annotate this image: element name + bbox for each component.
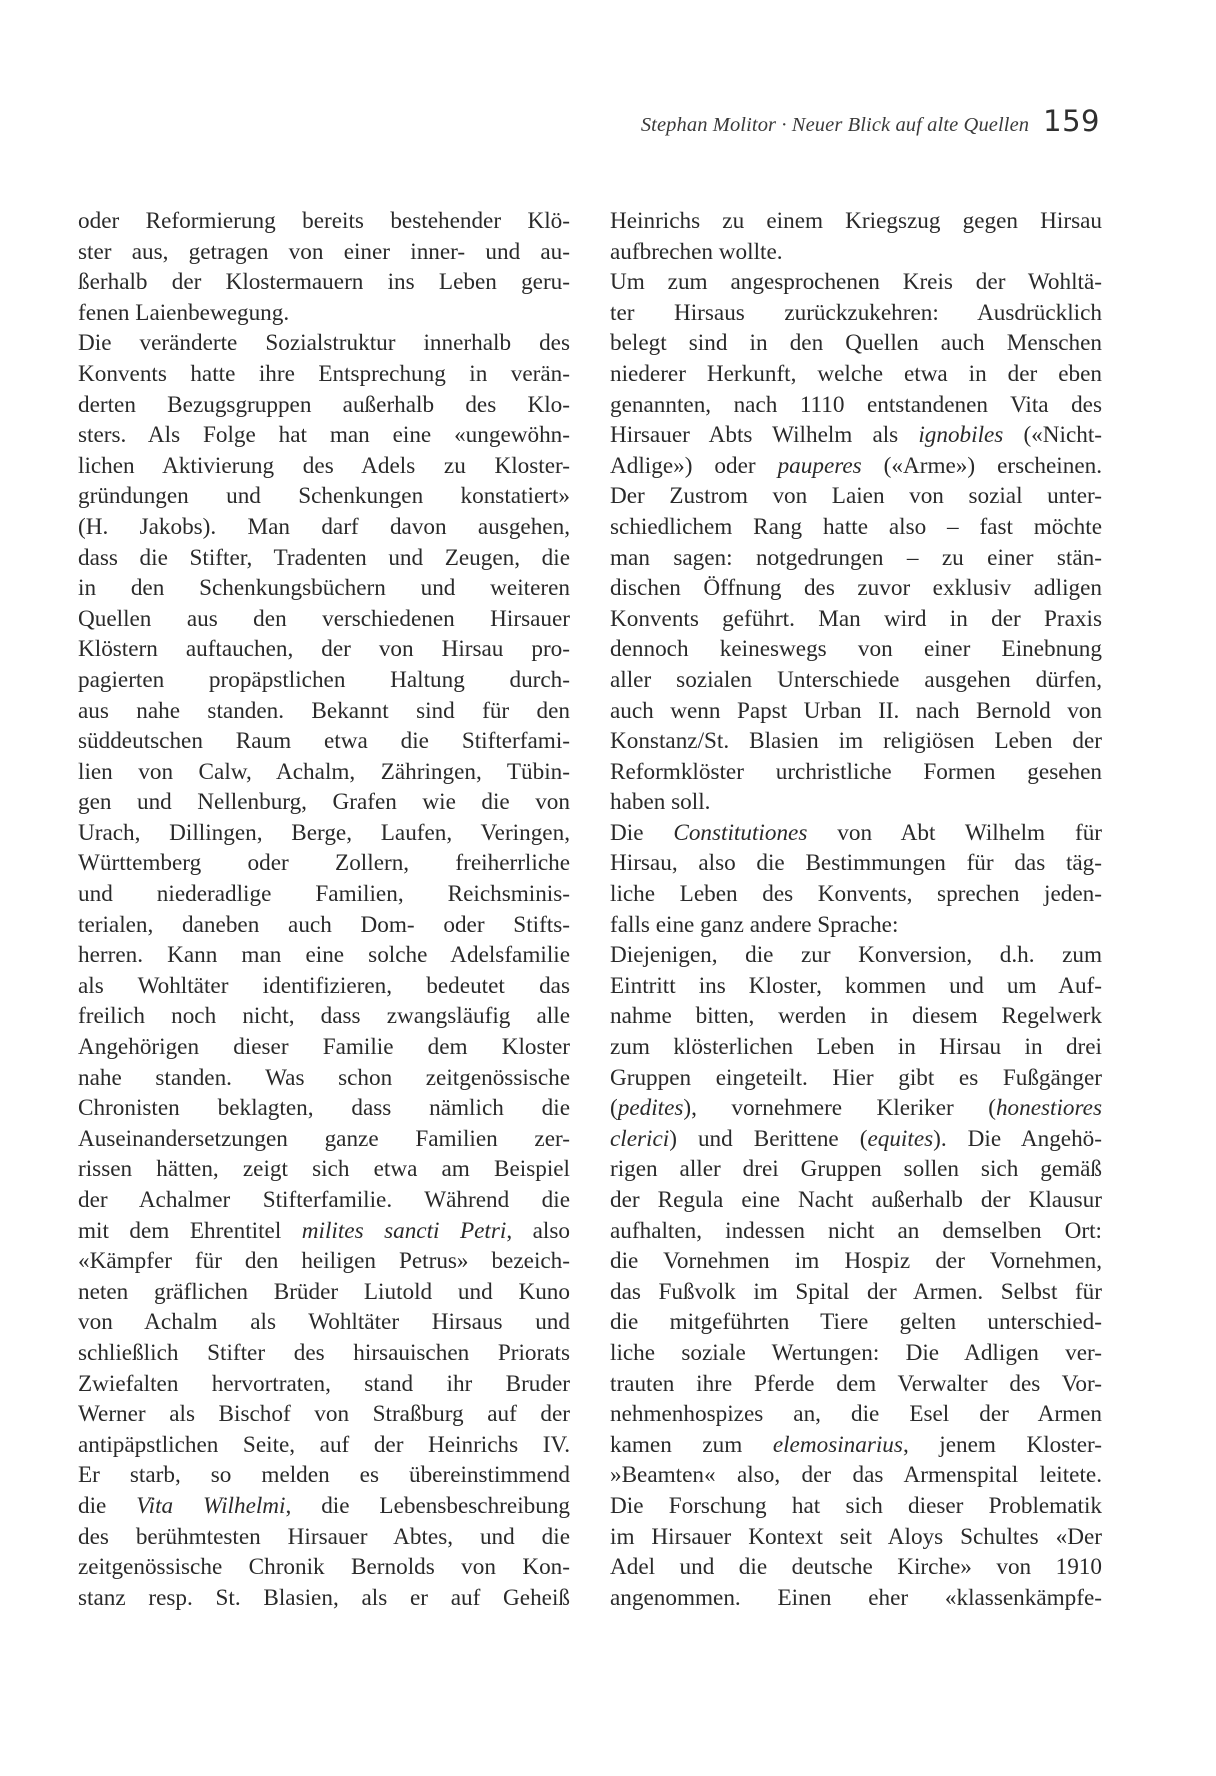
text-segment: Quellen aus den verschiedenen Hirsauer xyxy=(78,605,570,632)
text-line xyxy=(78,543,570,574)
text-segment: genannten, nach 1110 entstandenen Vita des xyxy=(610,391,1102,418)
text-line xyxy=(78,390,570,421)
text-segment: Gruppen eingeteilt. Hier gibt es Fußgänger xyxy=(610,1064,1102,1091)
text-segment: Er starb, so melden es übereinstimmend xyxy=(78,1462,570,1489)
text-line xyxy=(610,1216,1102,1247)
text-segment: und niederadlige Familien, Reichsminis- xyxy=(78,881,570,908)
italic-text: elemosinarius xyxy=(772,1431,903,1458)
italic-text: pauperes xyxy=(777,452,862,479)
text-segment: die mitgeführten Tiere gelten unterschied- xyxy=(610,1309,1102,1336)
text-line xyxy=(610,512,1102,543)
text-segment: («Arme») erscheinen. xyxy=(861,452,1102,479)
italic-text: Vita Wilhelmi xyxy=(136,1492,286,1519)
italic-text: milites sancti Petri xyxy=(301,1217,507,1244)
text-segment: derten Bezugsgruppen außerhalb des Klo- xyxy=(78,391,570,418)
text-segment: im Hirsauer Kontext seit Aloys Schultes «Der xyxy=(610,1523,1102,1550)
text-segment: nahe standen. Was schon zeitgenössische xyxy=(78,1064,570,1091)
text-segment: (H. Jakobs). Man darf davon ausgehen, xyxy=(78,513,570,540)
text-line xyxy=(78,818,570,849)
text-segment: schließlich Stifter des hirsauischen Priorats xyxy=(78,1339,570,1366)
text-line xyxy=(78,1399,570,1430)
text-line xyxy=(78,512,570,543)
text-segment: rissen hätten, zeigt sich etwa am Beispiel xyxy=(78,1156,570,1183)
text-segment: Urach, Dillingen, Berge, Laufen, Veringen, xyxy=(78,819,570,846)
text-line xyxy=(610,328,1102,359)
text-segment: dass die Stifter, Tradenten und Zeugen, die xyxy=(78,544,570,571)
text-line xyxy=(610,726,1102,757)
page-header xyxy=(641,104,1100,144)
italic-text: ignobiles xyxy=(918,422,1004,449)
text-segment: pagierten propäpstlichen Haltung durch- xyxy=(78,666,570,693)
text-line xyxy=(78,1001,570,1032)
text-line xyxy=(610,1583,1102,1614)
text-segment: belegt sind in den Quellen auch Menschen xyxy=(610,330,1102,357)
text-segment: die Vornehmen im Hospiz der Vornehmen, xyxy=(610,1248,1102,1275)
page-number: 159 xyxy=(1043,104,1100,138)
text-line xyxy=(78,573,570,604)
text-line xyxy=(610,634,1102,665)
text-segment: Adel und die deutsche Kirche» von 1910 xyxy=(610,1554,1102,1581)
text-line xyxy=(78,1246,570,1277)
text-line xyxy=(610,1552,1102,1583)
text-segment: lien von Calw, Achalm, Zähringen, Tübin- xyxy=(78,758,570,785)
text-segment: Adlige») oder xyxy=(610,452,778,479)
text-line xyxy=(78,1552,570,1583)
text-line xyxy=(78,451,570,482)
text-segment: antipäpstlichen Seite, auf der Heinrichs IV. xyxy=(78,1431,570,1458)
text-segment: trauten ihre Pferde dem Verwalter des Vor- xyxy=(610,1370,1102,1397)
text-segment: Der Zustrom von Laien von sozial unter- xyxy=(610,483,1102,510)
text-segment: herren. Kann man eine solche Adelsfamilie xyxy=(78,942,570,969)
text-segment: neten gräflichen Brüder Liutold und Kuno xyxy=(78,1278,570,1305)
text-line xyxy=(78,726,570,757)
text-segment: gründungen und Schenkungen konstatiert» xyxy=(78,483,570,510)
text-segment: , also xyxy=(506,1217,570,1244)
text-line xyxy=(610,940,1102,971)
text-line xyxy=(78,481,570,512)
text-line xyxy=(78,879,570,910)
text-line xyxy=(78,1032,570,1063)
text-line xyxy=(78,1430,570,1461)
text-line xyxy=(610,1522,1102,1553)
text-segment: Auseinandersetzungen ganze Familien zer- xyxy=(78,1125,570,1152)
text-line xyxy=(78,971,570,1002)
text-line xyxy=(78,328,570,359)
text-segment: süddeutschen Raum etwa die Stifterfami- xyxy=(78,728,570,755)
text-segment: von Achalm als Wohltäter Hirsaus und xyxy=(78,1309,570,1336)
text-line xyxy=(78,665,570,696)
text-line xyxy=(78,1338,570,1369)
text-segment: Hirsau, also die Bestimmungen für das täg- xyxy=(610,850,1102,877)
text-segment: Konstanz/St. Blasien im religiösen Leben der xyxy=(610,728,1102,755)
text-line xyxy=(610,1093,1102,1124)
text-line xyxy=(78,1216,570,1247)
text-line xyxy=(78,1093,570,1124)
text-segment: haben soll. xyxy=(610,789,711,816)
text-line xyxy=(610,1491,1102,1522)
text-line xyxy=(610,910,1102,941)
text-segment: liche soziale Wertungen: Die Adligen ver- xyxy=(610,1339,1102,1366)
text-line xyxy=(610,757,1102,788)
text-line xyxy=(78,1277,570,1308)
text-segment: nahme bitten, werden in diesem Regelwerk xyxy=(610,1003,1102,1030)
text-segment: sters. Als Folge hat man eine «ungewöhn- xyxy=(78,422,570,449)
text-segment: Zwiefalten hervortraten, stand ihr Bruder xyxy=(78,1370,570,1397)
text-line xyxy=(78,267,570,298)
text-line xyxy=(78,604,570,635)
text-line xyxy=(610,1063,1102,1094)
text-segment: dischen Öffnung des zuvor exklusiv adligen xyxy=(610,575,1102,602)
text-line xyxy=(78,696,570,727)
text-segment: aller sozialen Unterschiede ausgehen dürfen, xyxy=(610,666,1102,693)
text-line xyxy=(610,390,1102,421)
text-line xyxy=(78,1460,570,1491)
text-segment: Die Forschung hat sich dieser Problematik xyxy=(610,1492,1102,1519)
text-segment: Reformklöster urchristliche Formen gesehen xyxy=(610,758,1102,785)
text-segment: als Wohltäter identifizieren, bedeutet das xyxy=(78,972,570,999)
text-segment: Württemberg oder Zollern, freiherrliche xyxy=(78,850,570,877)
text-segment: ßerhalb der Klostermauern ins Leben geru- xyxy=(78,269,570,296)
text-line xyxy=(610,787,1102,818)
text-segment: niederer Herkunft, welche etwa in der eben xyxy=(610,360,1102,387)
right-text-column xyxy=(610,206,1102,1613)
text-segment: der Regula eine Nacht außerhalb der Klausur xyxy=(610,1187,1102,1213)
text-segment: Chronisten beklagten, dass nämlich die xyxy=(78,1095,570,1122)
text-segment: , jenem Kloster- xyxy=(902,1431,1102,1458)
text-line xyxy=(610,420,1102,451)
text-line xyxy=(610,848,1102,879)
text-segment: zum klösterlichen Leben in Hirsau in drei xyxy=(610,1034,1102,1061)
text-segment: falls eine ganz andere Sprache: xyxy=(610,911,899,938)
text-line xyxy=(610,1277,1102,1308)
text-segment: oder Reformierung bereits bestehender Klö- xyxy=(78,208,570,234)
text-segment: terialen, daneben auch Dom- oder Stifts- xyxy=(78,911,570,938)
text-line xyxy=(610,267,1102,298)
text-line xyxy=(78,1522,570,1553)
text-line xyxy=(610,1124,1102,1155)
text-line xyxy=(78,757,570,788)
text-line xyxy=(610,298,1102,329)
text-segment: »Beamten« also, der das Armenspital leitete. xyxy=(610,1462,1102,1489)
text-line xyxy=(610,359,1102,390)
text-line xyxy=(78,206,570,237)
text-line xyxy=(610,665,1102,696)
text-line xyxy=(610,1369,1102,1400)
text-line xyxy=(610,1185,1102,1216)
text-line xyxy=(610,1032,1102,1063)
text-segment: kamen zum xyxy=(610,1431,773,1458)
text-segment: Werner als Bischof von Straßburg auf der xyxy=(78,1401,570,1428)
text-segment: «Kämpfer für den heiligen Petrus» bezeich- xyxy=(78,1248,570,1275)
text-line xyxy=(610,1430,1102,1461)
text-line xyxy=(610,1001,1102,1032)
text-line xyxy=(78,1369,570,1400)
text-line xyxy=(78,634,570,665)
text-segment: Diejenigen, die zur Konversion, d.h. zum xyxy=(610,942,1102,969)
text-line xyxy=(610,696,1102,727)
text-segment: schiedlichem Rang hatte also – fast möchte xyxy=(610,513,1102,540)
text-segment: , die Lebensbeschreibung xyxy=(285,1492,570,1519)
text-line xyxy=(610,971,1102,1002)
text-segment: ). Die Angehö- xyxy=(933,1125,1102,1152)
text-line xyxy=(78,1583,570,1614)
text-line xyxy=(78,910,570,941)
text-segment: Hirsauer Abts Wilhelm als xyxy=(610,422,919,449)
text-segment: fenen Laienbewegung. xyxy=(78,299,290,326)
text-segment: («Nicht- xyxy=(1003,422,1102,449)
text-segment: aufhalten, indessen nicht an demselben Ort: xyxy=(610,1217,1102,1244)
text-segment: von Abt Wilhelm für xyxy=(807,819,1102,846)
text-line xyxy=(78,298,570,329)
text-line xyxy=(78,1307,570,1338)
text-segment: aufbrechen wollte. xyxy=(610,238,783,265)
text-segment: Klöstern auftauchen, der von Hirsau pro- xyxy=(78,636,570,663)
text-segment: in den Schenkungsbüchern und weiteren xyxy=(78,575,570,602)
text-segment: liche Leben des Konvents, sprechen jeden- xyxy=(610,881,1102,908)
text-line xyxy=(610,1338,1102,1369)
text-line xyxy=(610,879,1102,910)
italic-text: equites xyxy=(867,1125,934,1152)
italic-text: clerici xyxy=(610,1125,670,1152)
text-segment: Eintritt ins Kloster, kommen und um Auf- xyxy=(610,972,1102,999)
text-line xyxy=(610,206,1102,237)
text-segment: aus nahe standen. Bekannt sind für den xyxy=(78,697,570,724)
text-segment: des berühmtesten Hirsauer Abtes, und die xyxy=(78,1523,570,1550)
text-line xyxy=(610,1154,1102,1185)
text-segment: auch wenn Papst Urban II. nach Bernold von xyxy=(610,697,1102,724)
text-segment: angenommen. Einen eher «klassenkämpfe- xyxy=(610,1584,1102,1611)
text-line xyxy=(610,818,1102,849)
text-segment: mit dem Ehrentitel xyxy=(78,1217,302,1244)
text-segment: dennoch keineswegs von einer Einebnung xyxy=(610,636,1102,663)
italic-text: pedites xyxy=(617,1095,684,1122)
text-segment: Angehörigen dieser Familie dem Kloster xyxy=(78,1034,570,1061)
text-segment: Konvents hatte ihre Entsprechung in verän- xyxy=(78,360,570,387)
text-segment: ) und Berittene ( xyxy=(669,1125,868,1152)
text-segment: gen und Nellenburg, Grafen wie die von xyxy=(78,789,570,816)
text-line xyxy=(610,481,1102,512)
text-line xyxy=(610,1307,1102,1338)
text-segment: stanz resp. St. Blasien, als er auf Geheiß xyxy=(78,1584,570,1611)
text-line xyxy=(610,1399,1102,1430)
text-segment: Konvents geführt. Man wird in der Praxis xyxy=(610,605,1102,632)
text-segment: rigen aller drei Gruppen sollen sich gemäß xyxy=(610,1156,1102,1183)
text-segment: Um zum angesprochenen Kreis der Wohltä- xyxy=(610,269,1102,296)
text-segment: zeitgenössische Chronik Bernolds von Kon- xyxy=(78,1554,570,1581)
text-line xyxy=(610,604,1102,635)
italic-text: Constitutiones xyxy=(673,819,808,846)
text-line xyxy=(78,1063,570,1094)
text-line xyxy=(610,543,1102,574)
text-line xyxy=(78,359,570,390)
text-segment: die xyxy=(78,1492,137,1519)
text-line xyxy=(610,1460,1102,1491)
text-line xyxy=(78,1154,570,1185)
running-head: Stephan Molitor · Neuer Blick auf alte Quellen xyxy=(640,114,1030,136)
text-segment: Heinrichs zu einem Kriegszug gegen Hirsau xyxy=(610,208,1102,234)
italic-text: honestiores xyxy=(995,1095,1102,1122)
text-segment: Die xyxy=(610,819,674,846)
text-segment: der Achalmer Stifterfamilie. Während die xyxy=(78,1187,570,1213)
text-line xyxy=(78,848,570,879)
text-segment: ( xyxy=(610,1095,618,1122)
text-segment: man sagen: notgedrungen – zu einer stän- xyxy=(610,544,1102,571)
text-segment: das Fußvolk im Spital der Armen. Selbst für xyxy=(610,1278,1102,1305)
text-segment: Die veränderte Sozialstruktur innerhalb des xyxy=(78,330,570,357)
text-line xyxy=(610,451,1102,482)
text-line xyxy=(78,1185,570,1216)
text-line xyxy=(610,573,1102,604)
left-text-column xyxy=(78,206,570,1613)
text-line xyxy=(78,1491,570,1522)
text-line xyxy=(78,787,570,818)
text-segment: nehmenhospizes an, die Esel der Armen xyxy=(610,1401,1102,1428)
text-line xyxy=(78,237,570,268)
text-segment: ter Hirsaus zurückzukehren: Ausdrücklich xyxy=(610,299,1102,326)
text-line xyxy=(78,940,570,971)
text-line xyxy=(610,237,1102,268)
text-line xyxy=(610,1246,1102,1277)
text-line xyxy=(78,1124,570,1155)
text-segment: ), vornehmere Kleriker ( xyxy=(683,1095,996,1122)
text-segment: ster aus, getragen von einer inner- und au- xyxy=(78,238,570,265)
text-line xyxy=(78,420,570,451)
text-segment: freilich noch nicht, dass zwangsläufig alle xyxy=(78,1003,570,1030)
text-segment: lichen Aktivierung des Adels zu Kloster- xyxy=(78,452,570,479)
